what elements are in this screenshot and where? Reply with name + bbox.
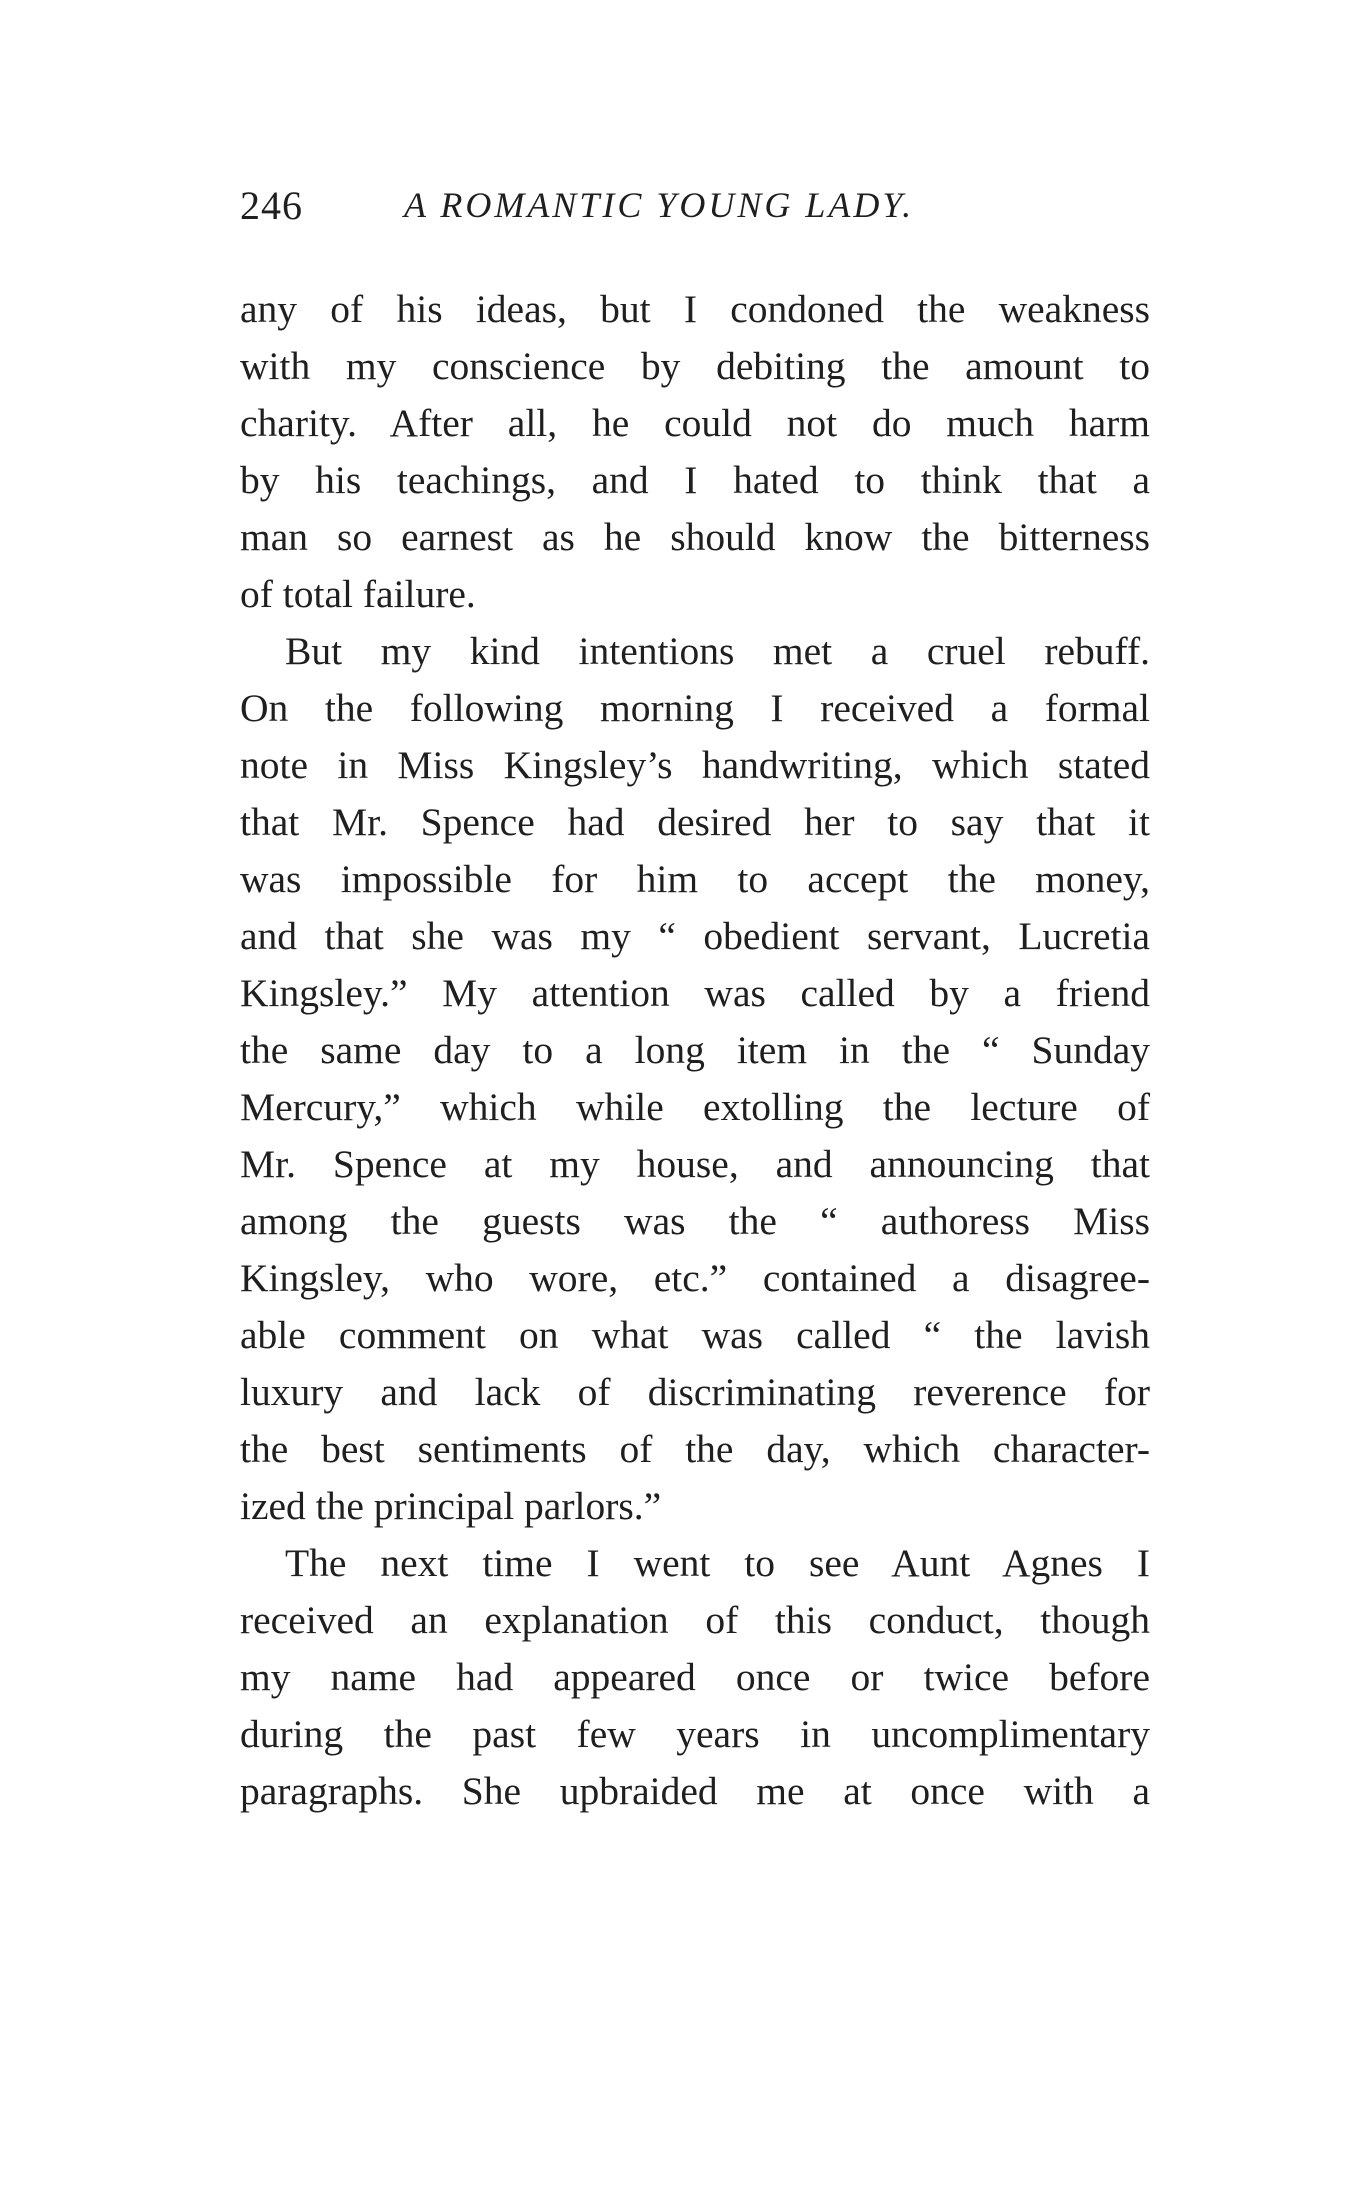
body-text <box>240 281 1150 1820</box>
text-line: the best sentiments of the day, which character- <box>240 1427 1150 1471</box>
text-line: luxury and lack of discriminating reverence for <box>240 1370 1150 1414</box>
text-line: Kingsley, who wore, etc.” contained a disagree- <box>240 1256 1150 1300</box>
text-line: with my conscience by debiting the amount to <box>240 344 1150 388</box>
text-line: my name had appeared once or twice before <box>240 1655 1150 1699</box>
text-line: Kingsley.” My attention was called by a friend <box>240 971 1150 1015</box>
text-line: On the following morning I received a formal <box>240 686 1150 730</box>
text-line: Mercury,” which while extolling the lecture of <box>240 1085 1150 1129</box>
text-line: The next time I went to see Aunt Agnes I <box>285 1541 1150 1585</box>
text-line: ized the principal parlors.” <box>240 1484 662 1528</box>
text-line: the same day to a long item in the “ Sunday <box>240 1028 1150 1072</box>
text-line: was impossible for him to accept the money, <box>240 857 1150 901</box>
text-line: during the past few years in uncomplimentary <box>240 1712 1150 1756</box>
page-header <box>240 182 1160 242</box>
running-title: A ROMANTIC YOUNG LADY. <box>404 185 915 225</box>
text-line: among the guests was the “ authoress Miss <box>240 1199 1150 1243</box>
text-line: any of his ideas, but I condoned the weakness <box>240 287 1150 331</box>
text-line: of total failure. <box>240 572 476 616</box>
text-line: man so earnest as he should know the bitterness <box>240 515 1150 559</box>
text-line: that Mr. Spence had desired her to say that it <box>240 800 1150 844</box>
text-line: able comment on what was called “ the lavish <box>240 1313 1150 1357</box>
text-line: But my kind intentions met a cruel rebuff. <box>285 629 1150 673</box>
text-line: by his teachings, and I hated to think that a <box>240 458 1150 502</box>
text-line: Mr. Spence at my house, and announcing that <box>240 1142 1150 1186</box>
text-line: and that she was my “ obedient servant, Lucretia <box>240 914 1150 958</box>
text-line: paragraphs. She upbraided me at once with a <box>240 1769 1150 1813</box>
text-line: charity. After all, he could not do much harm <box>240 401 1150 445</box>
page-number: 246 <box>240 183 303 228</box>
text-line: note in Miss Kingsley’s handwriting, which stated <box>240 743 1150 787</box>
text-line: received an explanation of this conduct, though <box>240 1598 1150 1642</box>
